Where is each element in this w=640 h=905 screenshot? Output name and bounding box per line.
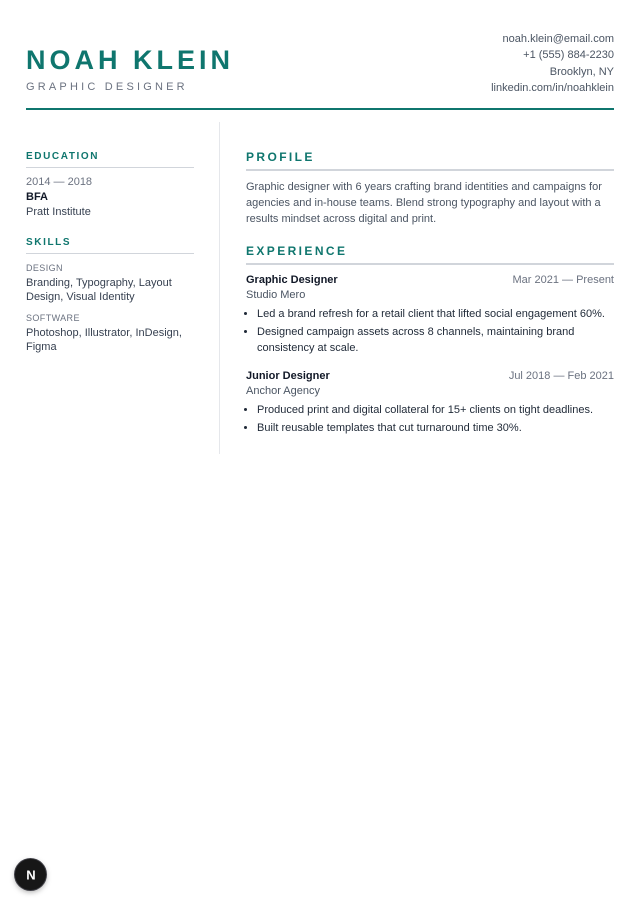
job-dates: Mar 2021 — Present [512, 274, 614, 286]
contact-location: Brooklyn, NY [549, 65, 614, 78]
candidate-title: GRAPHIC DESIGNER [26, 81, 188, 93]
job-dates: Jul 2018 — Feb 2021 [508, 370, 614, 382]
job-bullets [246, 306, 614, 356]
experience-section [246, 244, 614, 436]
job-bullets [246, 402, 614, 436]
profile-heading: PROFILE [246, 150, 614, 171]
job-company: Anchor Agency [246, 385, 320, 397]
skills-section [26, 236, 194, 354]
contact-phone[interactable]: +1 (555) 884-2230 [523, 49, 614, 62]
nextjs-icon [21, 865, 41, 885]
right-column [246, 150, 614, 438]
contact-email[interactable]: noah.klein@email.com [502, 33, 614, 45]
job-header [246, 273, 614, 288]
job-entry [246, 273, 614, 356]
contact-info [491, 31, 614, 96]
resume-page [26, 0, 614, 434]
job-bullet: • Designed campaign assets across 8 channels, maintaining brand consistency at scale. [257, 324, 614, 356]
column-divider [219, 122, 220, 454]
nextjs-dev-badge[interactable] [15, 859, 46, 890]
job-bullet: • Built reusable templates that cut turnaround time 30%. [257, 420, 614, 436]
job-entry [246, 369, 614, 436]
job-title: Graphic Designer [246, 274, 338, 286]
skill-group [26, 313, 194, 354]
skill-category: DESIGN [26, 263, 63, 273]
skill-category: SOFTWARE [26, 313, 80, 323]
skill-group [26, 263, 194, 304]
education-school: Pratt Institute [26, 206, 91, 218]
profile-section [246, 150, 614, 227]
experience-heading: EXPERIENCE [246, 244, 614, 265]
education-years: 2014 — 2018 [26, 176, 93, 188]
education-degree: BFA [26, 191, 48, 203]
job-company: Studio Mero [246, 289, 306, 301]
candidate-name: NOAH KLEIN [26, 45, 234, 75]
job-bullet: • Produced print and digital collateral for 15+ clients on tight deadlines. [257, 402, 614, 418]
profile-summary: Graphic designer with 6 years crafting brand identities and campaigns for agencies and in-house teams. Blend strong typography and layout with a results mindset across digital and print. [246, 181, 602, 225]
resume-header [26, 0, 614, 110]
job-bullet: • Led a brand refresh for a retail client that lifted social engagement 60%. [257, 306, 614, 322]
education-heading: EDUCATION [26, 150, 194, 168]
skills-heading: SKILLS [26, 236, 194, 254]
education-section [26, 150, 194, 219]
skill-items: Photoshop, Illustrator, InDesign, Figma [26, 327, 182, 353]
job-header [246, 369, 614, 384]
contact-linkedin[interactable]: linkedin.com/in/noahklein [491, 81, 614, 94]
skill-items: Branding, Typography, Layout Design, Visual Identity [26, 277, 172, 303]
badge-letter: N [25, 867, 36, 882]
job-title: Junior Designer [246, 370, 330, 382]
left-column [26, 150, 194, 354]
